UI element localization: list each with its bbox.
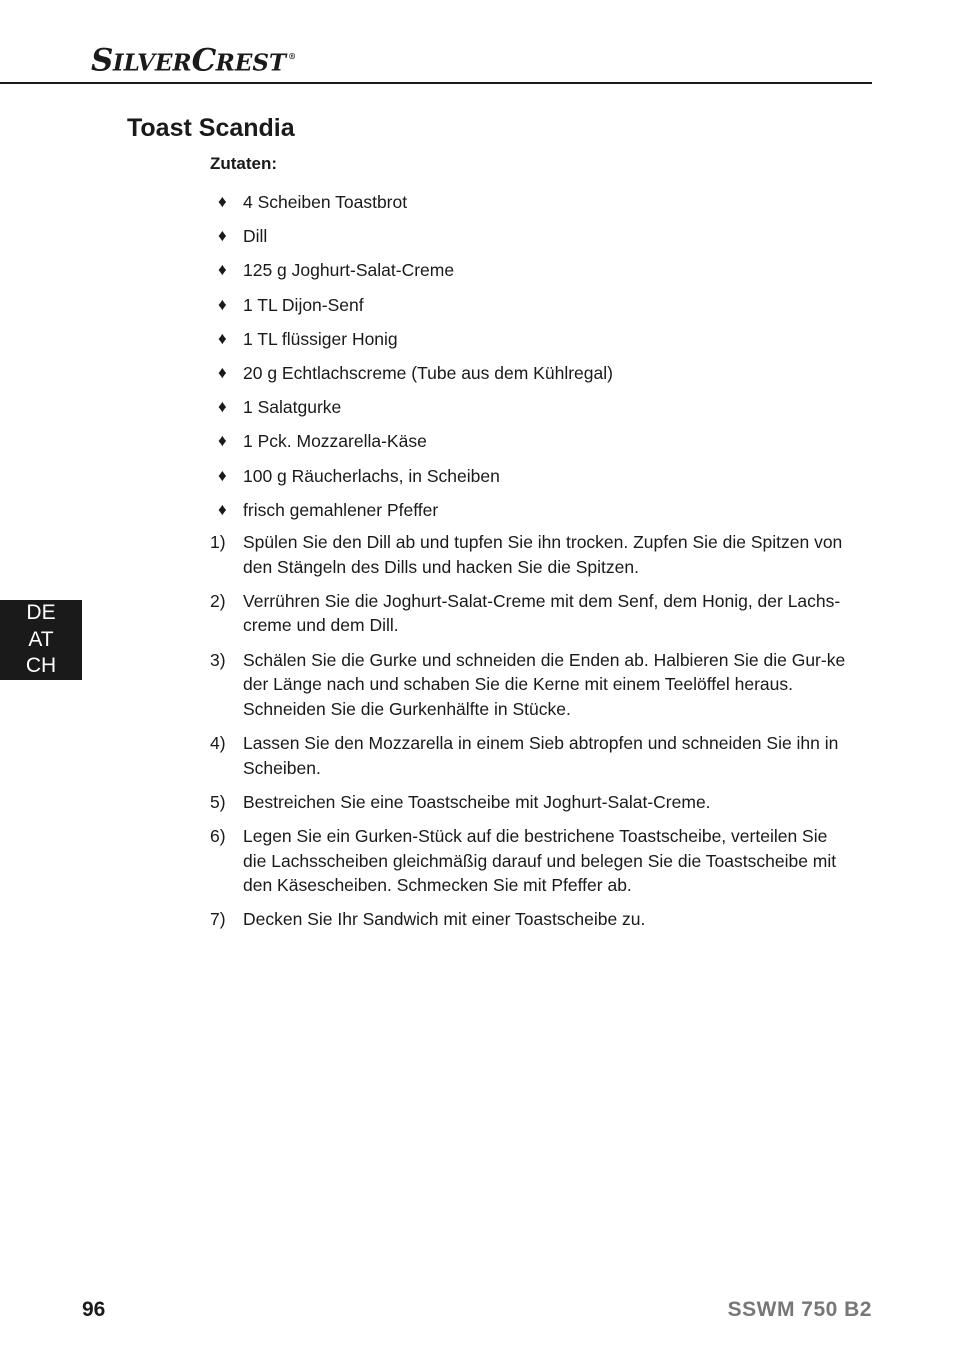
diamond-bullet-icon: ♦: [218, 465, 227, 485]
language-code: AT: [28, 627, 54, 651]
diamond-bullet-icon: ♦: [218, 328, 227, 348]
diamond-bullet-icon: ♦: [218, 397, 227, 417]
step-text: Spülen Sie den Dill ab und tupfen Sie ihn trocken. Zupfen Sie die Spitzen von den Stängeln des Dills und hacken Sie die Spitzen.: [243, 532, 843, 577]
step-text: Verrühren Sie die Joghurt-Salat-Creme mit dem Senf, dem Honig, der Lachs-creme und dem Dill.: [243, 590, 841, 636]
ingredient-item: ♦ Dill: [218, 226, 268, 247]
instruction-step: [210, 907, 850, 932]
step-number: 3): [210, 649, 226, 670]
step-number: 5): [210, 791, 226, 812]
diamond-bullet-icon: ♦: [218, 499, 227, 519]
step-text: Decken Sie Ihr Sandwich mit einer Toastscheibe zu.: [243, 909, 646, 930]
step-text: Schälen Sie die Gurke und schneiden die Enden ab. Halbieren Sie die Gur-ke der Länge nach und schaben Sie die Kerne mit einem Teelöffel heraus. Schneiden Sie die Gurkenhälfte in Stücke.: [243, 649, 846, 719]
ingredient-list: [210, 190, 850, 532]
ingredient-item: ♦ 1 Pck. Mozzarella-Käse: [218, 431, 427, 452]
step-text: Bestreichen Sie eine Toastscheibe mit Joghurt-Salat-Creme.: [243, 791, 711, 812]
diamond-bullet-icon: ♦: [218, 431, 227, 451]
instruction-step: [210, 790, 850, 815]
diamond-bullet-icon: ♦: [218, 226, 227, 246]
step-number: 1): [210, 532, 226, 552]
language-tab: [0, 600, 82, 680]
step-number: 4): [210, 732, 226, 753]
instruction-step: [210, 648, 850, 722]
instruction-steps: [210, 530, 850, 941]
instruction-step: [210, 731, 850, 780]
step-text: Legen Sie ein Gurken-Stück auf die bestrichene Toastscheibe, verteilen Sie die Lachsscheiben gleichmäßig darauf und belegen Sie die Toastscheibe mit den Käsescheiben. Schmecken Sie mit Pfeffer ab.: [243, 825, 837, 896]
ingredient-item: ♦ 20 g Echtlachscreme (Tube aus dem Kühlregal): [218, 362, 613, 383]
header-rule: [0, 82, 872, 84]
ingredient-item: ♦ frisch gemahlener Pfeffer: [218, 499, 439, 520]
silvercrest-logo: SILVERCREST ®: [91, 42, 296, 79]
language-code: DE: [26, 601, 56, 624]
diamond-bullet-icon: ♦: [218, 362, 227, 382]
model-number: SSWM 750 B2: [727, 1298, 872, 1321]
ingredient-item: ♦ 1 TL flüssiger Honig: [218, 328, 398, 349]
diamond-bullet-icon: ♦: [218, 260, 227, 280]
diamond-bullet-icon: ♦: [218, 192, 227, 211]
step-number: 7): [210, 909, 226, 930]
diamond-bullet-icon: ♦: [218, 294, 227, 314]
ingredient-item: ♦ 1 Salatgurke: [218, 397, 342, 418]
language-code: CH: [25, 654, 57, 677]
step-number: 2): [210, 590, 226, 611]
instruction-step: [210, 589, 850, 638]
ingredient-item: ♦ 1 TL Dijon-Senf: [218, 294, 364, 315]
ingredients-heading: Zutaten:: [210, 154, 278, 173]
ingredient-item: ♦ 125 g Joghurt-Salat-Creme: [218, 260, 455, 281]
recipe-title: Toast Scandia: [127, 114, 295, 142]
instruction-step: [210, 824, 850, 898]
page-number: 96: [82, 1298, 106, 1321]
ingredient-item: ♦ 4 Scheiben Toastbrot: [218, 192, 408, 212]
step-text: Lassen Sie den Mozzarella in einem Sieb abtropfen und schneiden Sie ihn in Scheiben.: [243, 732, 839, 778]
step-number: 6): [210, 825, 226, 846]
instruction-step: [210, 530, 850, 579]
ingredient-item: ♦ 100 g Räucherlachs, in Scheiben: [218, 465, 500, 486]
